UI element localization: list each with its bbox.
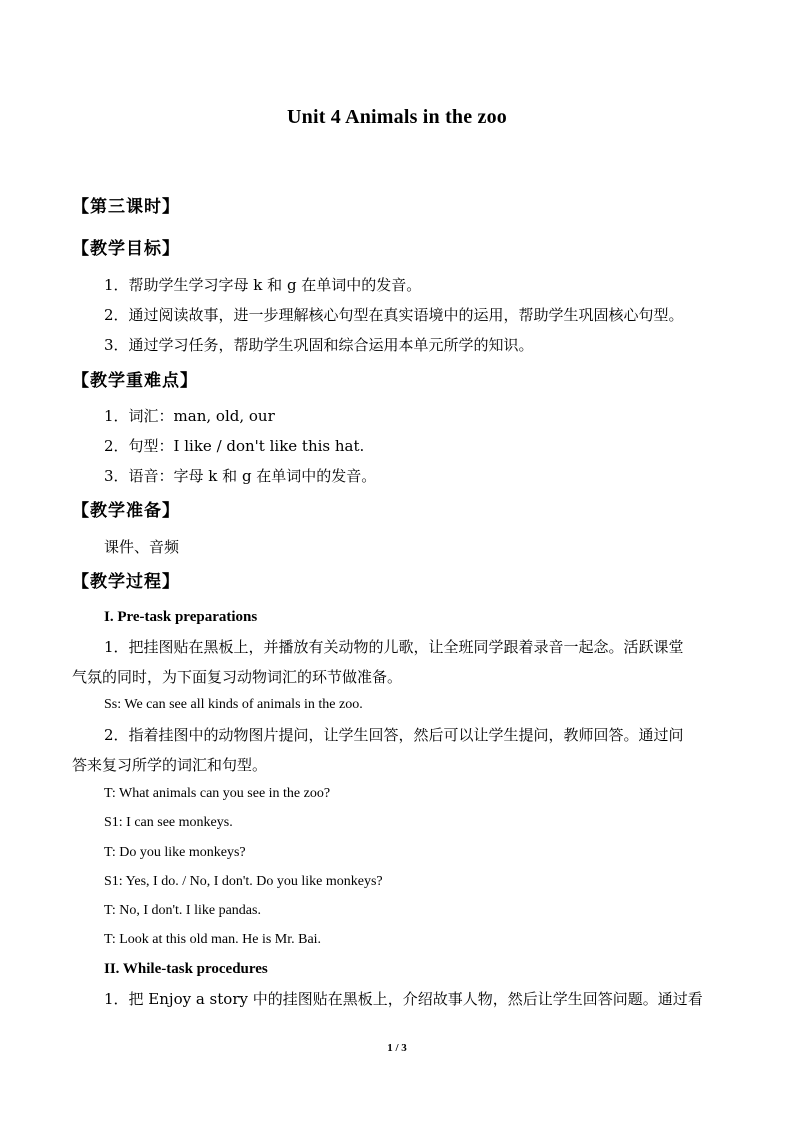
pre-task-step-1: 1．把挂图贴在黑板上，并播放有关动物的儿歌，让全班同学跟着录音一起念。活跃课堂 [104, 638, 684, 656]
document-title: Unit 4 Animals in the zoo [286, 106, 508, 128]
preparation-heading: 【教学准备】 [72, 501, 180, 521]
key-point-item: 2．句型：I like / don't like this hat. [104, 437, 365, 455]
dialogue-line: T: Do you like monkeys? [104, 845, 246, 860]
pre-task-step-2-cont: 答来复习所学的词汇和句型。 [72, 756, 268, 774]
while-task-heading: II. While-task procedures [104, 961, 268, 977]
objective-item: 3．通过学习任务，帮助学生巩固和综合运用本单元所学的知识。 [104, 336, 534, 354]
key-points-heading: 【教学重难点】 [72, 371, 198, 391]
dialogue-line: S1: Yes, I do. / No, I don't. Do you like monkeys? [104, 874, 383, 889]
dialogue-line: T: What animals can you see in the zoo? [104, 786, 331, 801]
objective-item: 1．帮助学生学习字母 k 和 g 在单词中的发音。 [104, 276, 422, 294]
objective-item: 2．通过阅读故事，进一步理解核心句型在真实语境中的运用，帮助学生巩固核心句型。 [104, 306, 684, 324]
preparation-text: 课件、音频 [104, 538, 180, 556]
pre-task-step-2: 2．指着挂图中的动物图片提问，让学生回答，然后可以让学生提问，教师回答。通过问 [104, 726, 684, 744]
dialogue-line: S1: I can see monkeys. [104, 815, 233, 830]
pre-task-step-1-cont: 气氛的同时，为下面复习动物词汇的环节做准备。 [72, 668, 403, 686]
objectives-heading: 【教学目标】 [72, 239, 180, 259]
while-task-step-1: 1．把 Enjoy a story 中的挂图贴在黑板上，介绍故事人物，然后让学生回答问题。通过看 [104, 990, 703, 1008]
pre-task-ss-line: Ss: We can see all kinds of animals in the zoo. [104, 697, 363, 712]
page-number: 1 / 3 [387, 1042, 407, 1054]
pre-task-heading: I. Pre-task preparations [104, 609, 258, 625]
dialogue-line: T: No, I don't. I like pandas. [104, 903, 261, 918]
dialogue-line: T: Look at this old man. He is Mr. Bai. [104, 932, 322, 947]
process-heading: 【教学过程】 [72, 572, 180, 592]
lesson-heading: 【第三课时】 [72, 197, 180, 217]
key-point-item: 3．语音：字母 k 和 g 在单词中的发音。 [104, 467, 377, 485]
key-point-item: 1．词汇：man, old, our [104, 407, 275, 425]
